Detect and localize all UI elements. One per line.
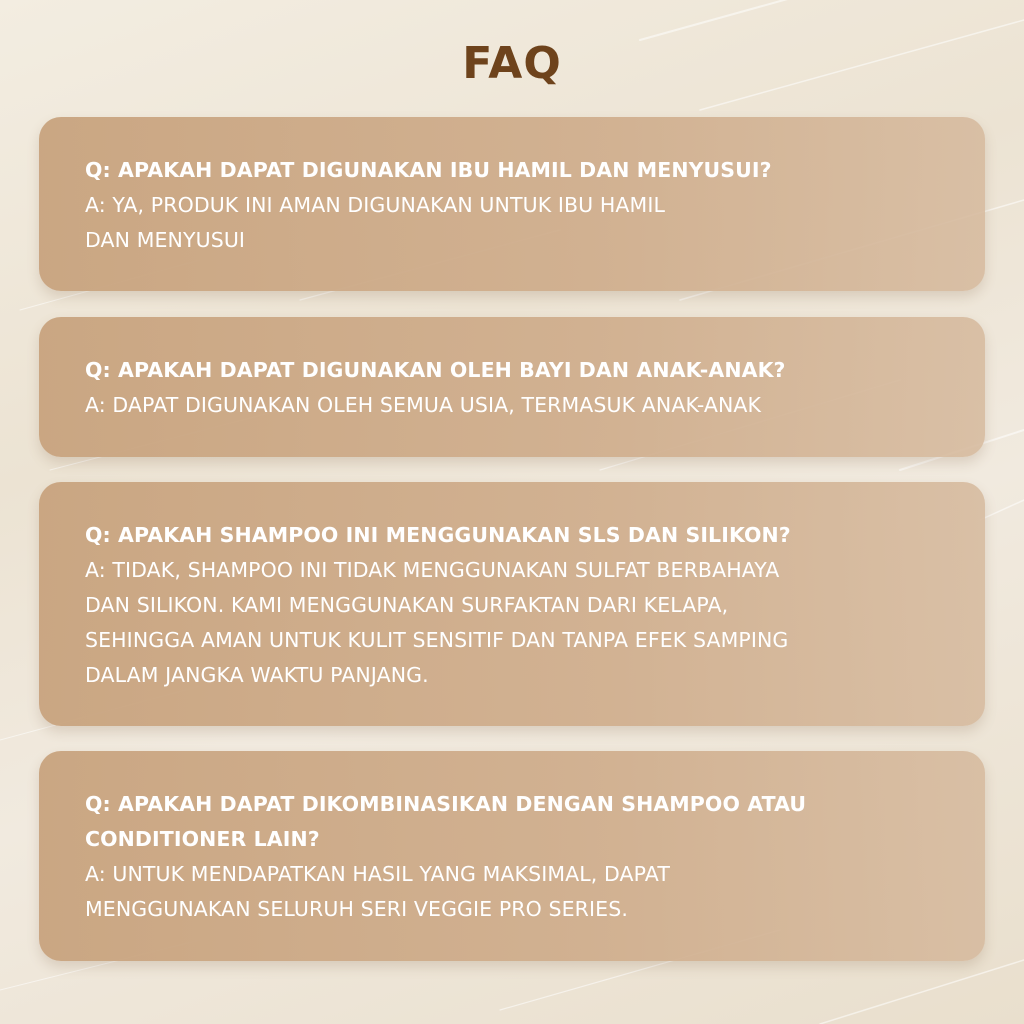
faq-card-4	[39, 751, 985, 961]
faq-answer-4: A: UNTUK MENDAPATKAN HASIL YANG MAKSIMAL, DAPAT MENGGUNAKAN SELURUH SERI VEGGIE PRO SERIES.	[85, 862, 670, 921]
faq-answer-1: A: YA, PRODUK INI AMAN DIGUNAKAN UNTUK IBU HAMIL DAN MENYUSUI	[85, 193, 665, 252]
faq-question-2: Q: APAKAH DAPAT DIGUNAKAN OLEH BAYI DAN ANAK-ANAK?	[85, 358, 786, 382]
faq-card-2	[39, 317, 985, 457]
faq-card-3	[39, 482, 985, 726]
faq-answer-2: A: DAPAT DIGUNAKAN OLEH SEMUA USIA, TERMASUK ANAK-ANAK	[85, 393, 762, 417]
faq-question-1: Q: APAKAH DAPAT DIGUNAKAN IBU HAMIL DAN MENYUSUI?	[85, 158, 772, 182]
faq-question-4: Q: APAKAH DAPAT DIKOMBINASIKAN DENGAN SHAMPOO ATAU CONDITIONER LAIN?	[85, 792, 807, 851]
faq-question-3: Q: APAKAH SHAMPOO INI MENGGUNAKAN SLS DAN SILIKON?	[85, 523, 791, 547]
faq-card-1	[39, 117, 985, 291]
faq-answer-3: A: TIDAK, SHAMPOO INI TIDAK MENGGUNAKAN SULFAT BERBAHAYA DAN SILIKON. KAMI MENGGUNAKAN SURFAKTAN DARI KELAPA, SEHINGGA AMAN UNTUK KULIT SENSITIF DAN TANPA EFEK SAMPING DALAM JANGKA WAKTU PANJANG.	[85, 558, 789, 687]
page-title: FAQ	[462, 38, 562, 89]
